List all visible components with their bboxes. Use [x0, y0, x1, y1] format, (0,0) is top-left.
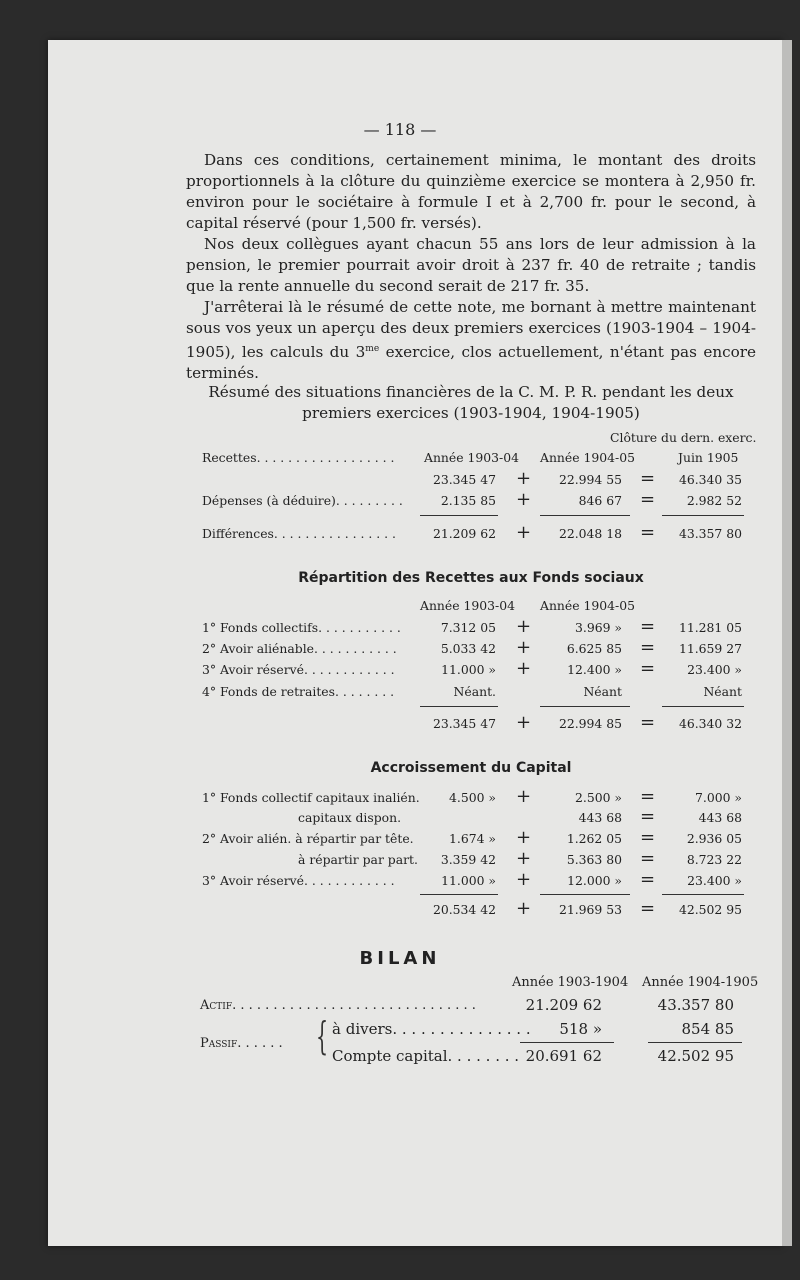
paragraph-2: Nos deux collègues ayant chacun 55 ans lors de leur admission à la pension, le premier pourrait avoir droit à 237 fr. 40 de retraite ; tandis que la rente annuelle du second serait de 217 fr. 35. [186, 235, 756, 295]
value-3: 8.723 22 [686, 852, 742, 867]
accroissement-row [202, 806, 752, 830]
value-1: 1.674 » [449, 831, 496, 846]
value-3: 23.400 » [687, 662, 742, 677]
equals-sign: = [640, 786, 656, 807]
superscript: me [365, 344, 380, 354]
differences-row [202, 522, 752, 546]
rule [540, 706, 630, 707]
total-2: 22.994 85 [558, 716, 622, 731]
actif-row [200, 996, 760, 1018]
differences-2: 22.048 18 [558, 526, 622, 541]
rule [540, 515, 630, 516]
col1-header: Année 1903-04 [420, 598, 515, 613]
value-3: 23.400 » [687, 873, 742, 888]
divers-1: 518 » [559, 1020, 602, 1038]
total-3: 46.340 32 [678, 716, 742, 731]
body-text [186, 150, 756, 384]
plus-sign: + [516, 616, 532, 637]
paragraph-3 [186, 297, 756, 384]
value-3: 11.281 05 [678, 620, 742, 635]
depenses-1: 2.135 85 [440, 493, 496, 508]
col2-header: Année 1904-05 [540, 598, 635, 613]
value-2: 5.363 80 [566, 852, 622, 867]
paragraph-3-end: exercice, clos actuellement, n'étant pas encore terminés. [186, 343, 756, 383]
recettes-3: 46.340 35 [678, 472, 742, 487]
repartition-title: Répartition des Recettes aux Fonds sociaux [298, 570, 644, 586]
equals-sign: = [640, 806, 656, 827]
equals-sign: = [640, 616, 656, 637]
value-1: 11.000 » [441, 873, 496, 888]
capital-1: 20.691 62 [525, 1047, 602, 1065]
equals-sign: = [640, 489, 656, 510]
equals-sign: = [640, 712, 656, 733]
row-label: 1° Fonds collectifs. . . . . . . . . . . [202, 620, 401, 635]
actif-2: 43.357 80 [657, 996, 734, 1014]
differences-3: 43.357 80 [678, 526, 742, 541]
value-1: 7.312 05 [440, 620, 496, 635]
bilan-col2-header: Année 1904-1905 [642, 975, 759, 990]
repartition-row [202, 684, 752, 704]
value-1: 5.033 42 [440, 641, 496, 656]
paragraph-3-text: J'arrêterai là le résumé de cette note, me bornant à mettre maintenant sous vos yeux un aperçu des deux premiers exercices (1903-1904 – 1904-1905), les calculs du 3 [186, 298, 756, 362]
rule [662, 515, 744, 516]
differences-label: Différences. . . . . . . . . . . . . . . . [202, 526, 396, 541]
plus-sign: + [516, 786, 532, 807]
plus-sign: + [516, 522, 532, 543]
accroissement-row [202, 848, 752, 872]
row-label: 2° Avoir aliénable. . . . . . . . . . . [202, 641, 397, 656]
row-label: 4° Fonds de retraites. . . . . . . . [202, 684, 395, 699]
rule [662, 706, 744, 707]
row-label: capitaux dispon. [298, 810, 402, 825]
depenses-label: Dépenses (à déduire). . . . . . . . . [202, 493, 403, 508]
rule [662, 894, 744, 895]
value-2: 443 68 [578, 810, 622, 825]
total-2: 21.969 53 [558, 902, 622, 917]
equals-sign: = [640, 827, 656, 848]
page-number: — 118 — [363, 120, 437, 139]
value-2: 3.969 » [575, 620, 622, 635]
summary-caption [186, 382, 756, 424]
rule [648, 1042, 742, 1043]
repartition-row [202, 658, 752, 682]
repartition-row [202, 637, 752, 661]
plus-sign: + [516, 712, 532, 733]
paragraph-1: Dans ces conditions, certainement minima, le montant des droits proportionnels à la clôture du quinzième exercice se montera à 2,950 fr. environ pour le sociétaire à formule I et à 2,700 fr. pour le second, à capital réservé (pour 1,500 fr. versés). [186, 151, 756, 232]
value-3: 7.000 » [695, 790, 742, 805]
row-label: 1° Fonds collectif capitaux inalién. [202, 790, 420, 805]
equals-sign: = [640, 522, 656, 543]
row-label: 3° Avoir réservé. . . . . . . . . . . . [202, 662, 395, 677]
value-2: 1.262 05 [566, 831, 622, 846]
accroissement-row [202, 786, 752, 810]
value-2: 12.000 » [567, 873, 622, 888]
plus-sign: + [516, 848, 532, 869]
row-label: 3° Avoir réservé. . . . . . . . . . . . [202, 873, 395, 888]
row-label: 2° Avoir alién. à répartir par tête. [202, 831, 414, 846]
row-label: à répartir par part. [298, 852, 418, 867]
equals-sign: = [640, 658, 656, 679]
value-3: 2.936 05 [686, 831, 742, 846]
value-1: 11.000 » [441, 662, 496, 677]
divers-2: 854 85 [681, 1020, 734, 1038]
recettes-2: 22.994 55 [558, 472, 622, 487]
value-2: Néant [583, 684, 622, 699]
divers-label: à divers. . . . . . . . . . . . . . . [332, 1020, 531, 1038]
plus-sign: + [516, 898, 532, 919]
page-edge [782, 40, 792, 1246]
value-2: 2.500 » [575, 790, 622, 805]
bilan-header-row [200, 975, 760, 997]
capital-label: Compte capital. . . . . . . . [332, 1047, 520, 1065]
plus-sign: + [516, 827, 532, 848]
recettes-row [202, 468, 752, 492]
value-1: Néant. [453, 684, 496, 699]
col3-header: Juin 1905 [678, 450, 739, 465]
depenses-row [202, 489, 752, 513]
value-3: Néant [703, 684, 742, 699]
rule [420, 894, 498, 895]
total-1: 20.534 42 [432, 902, 496, 917]
depenses-3: 2.982 52 [686, 493, 742, 508]
total-1: 23.345 47 [432, 716, 496, 731]
brace: { [316, 1014, 329, 1058]
plus-sign: + [516, 489, 532, 510]
rule [520, 1042, 614, 1043]
total-3: 42.502 95 [678, 902, 742, 917]
plus-sign: + [516, 637, 532, 658]
equals-sign: = [640, 898, 656, 919]
rule [540, 894, 630, 895]
value-2: 6.625 85 [566, 641, 622, 656]
value-2: 12.400 » [567, 662, 622, 677]
equals-sign: = [640, 468, 656, 489]
accroissement-title: Accroissement du Capital [370, 760, 572, 776]
equals-sign: = [640, 869, 656, 890]
repartition-row [202, 616, 752, 640]
repartition-total-row [202, 712, 752, 736]
col1-header: Année 1903-04 [424, 450, 519, 465]
actif-1: 21.209 62 [525, 996, 602, 1014]
accroissement-row [202, 827, 752, 851]
caption-line-2: premiers exercices (1903-1904, 1904-1905) [302, 404, 640, 422]
caption-line-1: Résumé des situations financières de la C. M. P. R. pendant les deux [208, 383, 734, 401]
accroissement-total-row [202, 898, 752, 922]
repartition-header-row [202, 598, 752, 618]
plus-sign: + [516, 658, 532, 679]
equals-sign: = [640, 848, 656, 869]
accroissement-row [202, 869, 752, 893]
value-1: 3.359 42 [440, 852, 496, 867]
plus-sign: + [516, 869, 532, 890]
rule [420, 515, 498, 516]
col3-header-top: Clôture du dern. exerc. [610, 430, 757, 445]
divers-row [200, 1020, 760, 1042]
recettes-1: 23.345 47 [432, 472, 496, 487]
capital-2: 42.502 95 [657, 1047, 734, 1065]
actif-label: Actif. . . . . . . . . . . . . . . . . . . . . . . . . . . . . . [200, 998, 476, 1013]
bilan-col1-header: Année 1903-1904 [512, 975, 629, 990]
equals-sign: = [640, 637, 656, 658]
passif-label: Passif. . . . . . [200, 1036, 283, 1051]
col2-header: Année 1904-05 [540, 450, 635, 465]
plus-sign: + [516, 468, 532, 489]
rule [420, 706, 498, 707]
value-1: 4.500 » [449, 790, 496, 805]
differences-1: 21.209 62 [432, 526, 496, 541]
depenses-2: 846 67 [578, 493, 622, 508]
recettes-label: Recettes. . . . . . . . . . . . . . . . . . [202, 450, 395, 465]
bilan-title: BILAN [359, 948, 441, 969]
value-3: 11.659 27 [678, 641, 742, 656]
capital-row [200, 1047, 760, 1069]
value-3: 443 68 [698, 810, 742, 825]
summary-header-row [202, 450, 752, 470]
